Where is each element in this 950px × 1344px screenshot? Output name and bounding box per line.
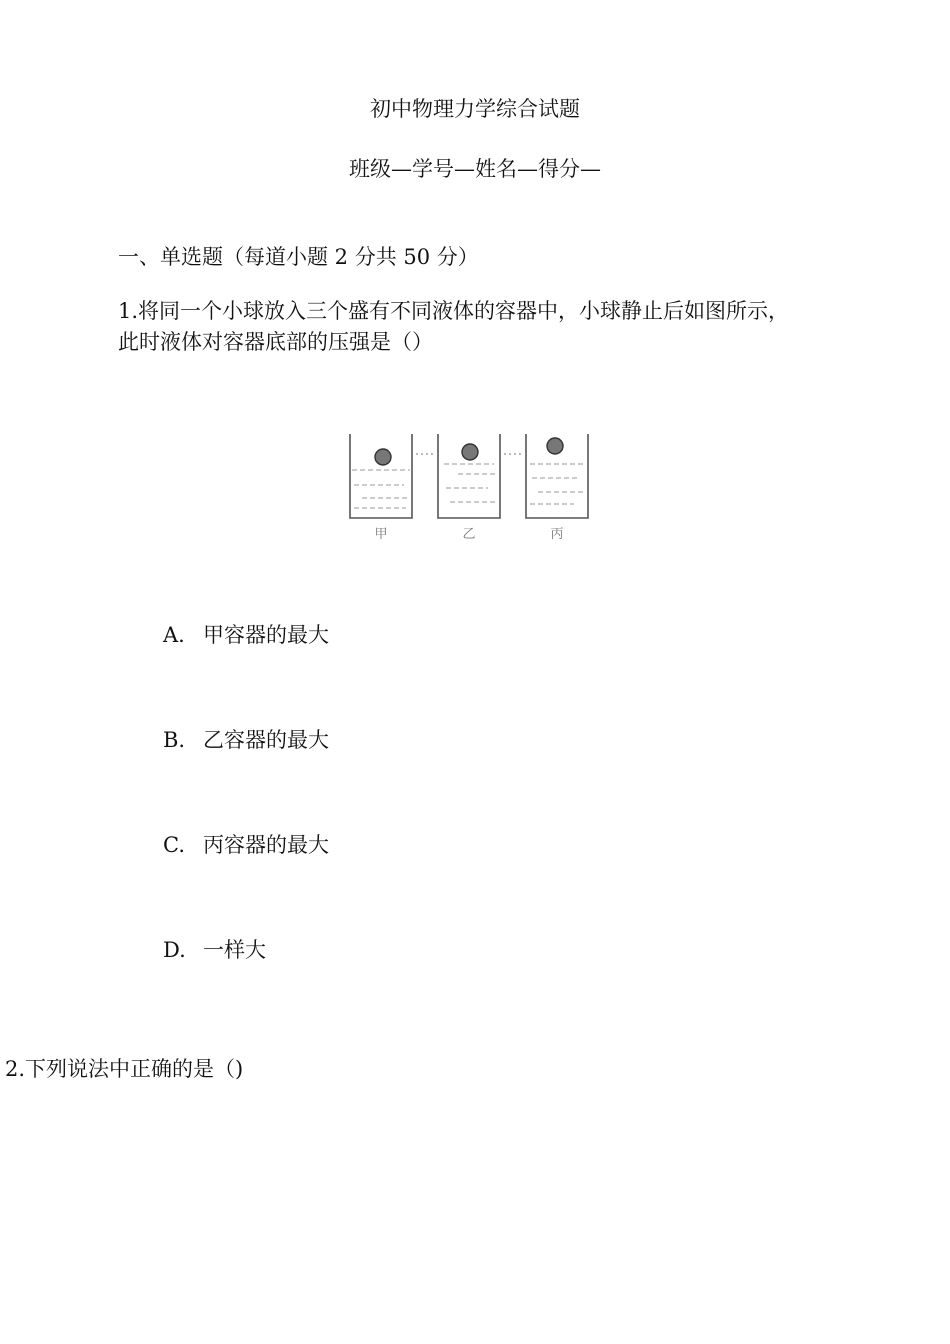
option-text: 乙容器的最大	[203, 728, 329, 752]
question-1-figure	[340, 428, 600, 550]
page-title: 初中物理力学综合试题	[370, 97, 580, 121]
option-text: 一样大	[203, 938, 266, 962]
container-label-yi: 乙	[462, 527, 476, 542]
option-letter: C.	[163, 833, 185, 857]
option-letter: D.	[163, 938, 186, 962]
option-text: 丙容器的最大	[203, 833, 329, 857]
containers-diagram	[340, 428, 600, 550]
student-info-line: 班级—学号—姓名—得分—	[349, 157, 601, 181]
question-1-line-2: 此时液体对容器底部的压强是（）	[118, 330, 433, 354]
option-c[interactable]	[163, 830, 329, 860]
option-text: 甲容器的最大	[203, 623, 329, 647]
ball-icon	[547, 438, 563, 454]
option-b[interactable]	[163, 725, 329, 755]
option-letter: B.	[163, 728, 186, 752]
section-heading: 一、单选题（每道小题 2 分共 50 分）	[118, 245, 479, 269]
question-1-line-1: 1.将同一个小球放入三个盛有不同液体的容器中，小球静止后如图所示，	[118, 299, 790, 323]
option-d[interactable]	[163, 935, 266, 965]
ball-icon	[375, 449, 391, 465]
option-a[interactable]	[163, 620, 329, 650]
ball-icon	[462, 444, 478, 460]
container-yi	[438, 434, 500, 518]
container-bing	[526, 434, 588, 518]
question-1-stem	[118, 296, 789, 358]
container-jia	[350, 434, 412, 518]
container-label-jia: 甲	[374, 527, 388, 542]
container-label-bing: 丙	[550, 527, 564, 542]
option-letter: A.	[163, 623, 185, 647]
question-2-stem: 2.下列说法中正确的是（)	[5, 1057, 244, 1081]
